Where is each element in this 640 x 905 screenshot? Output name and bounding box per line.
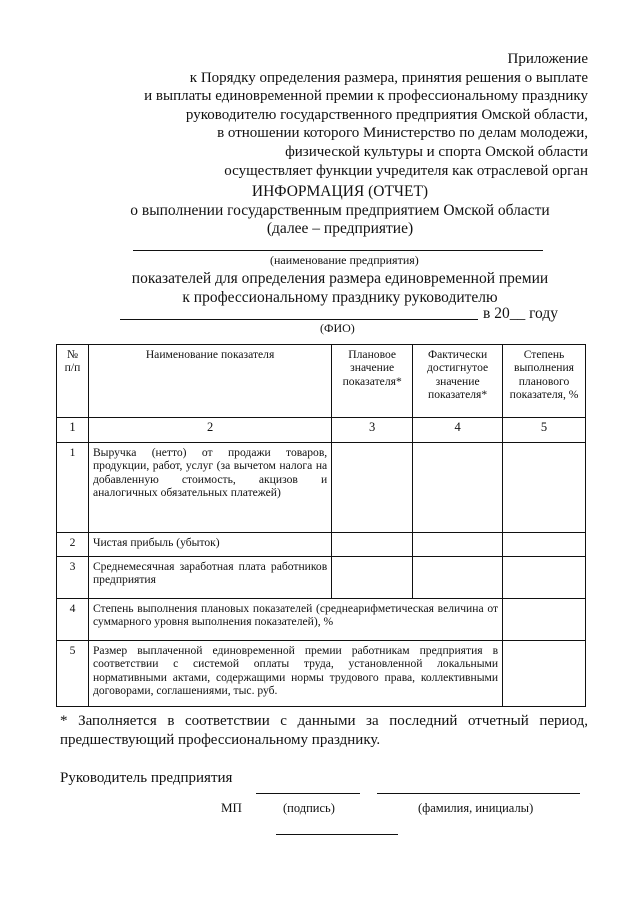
- table-row: [57, 641, 586, 707]
- col-header-num: № п/п: [57, 345, 89, 418]
- row-number: 5: [57, 641, 89, 707]
- index-cell: 1: [57, 418, 89, 443]
- title-note: (далее – предприятие): [266, 220, 414, 237]
- plan-value-cell[interactable]: [332, 533, 413, 557]
- index-cell: 2: [88, 418, 331, 443]
- row-number: 2: [57, 533, 89, 557]
- director-label: Руководитель предприятия: [60, 770, 233, 786]
- enterprise-name-caption: (наименование предприятия): [270, 253, 419, 267]
- signature-line[interactable]: [256, 793, 360, 794]
- director-fio-line[interactable]: [120, 319, 478, 320]
- row-number: 3: [57, 557, 89, 599]
- header-line: физической культуры и спорта Омской области: [285, 143, 588, 160]
- table-index-row: [57, 418, 586, 443]
- title-subtitle: о выполнении государственным предприятием Омской области: [130, 201, 550, 219]
- row-indicator-name: Степень выполнения плановых показателей (среднеарифметическая величина от суммарного уровня выполнения показателей), %: [88, 599, 502, 641]
- degree-value-cell[interactable]: [503, 533, 586, 557]
- report-year: в 20__ году: [483, 305, 558, 322]
- document-title: [0, 183, 640, 239]
- header-line: осуществляет функции учредителя как отраслевой орган: [224, 162, 588, 179]
- col-header-degree: Степень выполнения планового показателя, %: [503, 345, 586, 418]
- degree-value-cell[interactable]: [503, 557, 586, 599]
- fio-caption: (ФИО): [320, 321, 355, 335]
- footnote: * Заполняется в соответствии с данными за последний отчетный период, предшествующий профессиональному празднику.: [60, 713, 588, 748]
- row-indicator-name: Чистая прибыль (убыток): [88, 533, 331, 557]
- degree-value-cell[interactable]: [503, 641, 586, 707]
- col-header-actual: Фактически достигнутое значение показателя*: [413, 345, 503, 418]
- index-cell: 3: [332, 418, 413, 443]
- header-line: к Порядку определения размера, принятия решения о выплате: [189, 69, 588, 86]
- title-main: ИНФОРМАЦИЯ (ОТЧЕТ): [251, 183, 429, 200]
- appendix-header: [118, 50, 588, 180]
- row-number: 4: [57, 599, 89, 641]
- table-row: [57, 443, 586, 533]
- row-indicator-name: Выручка (нетто) от продажи товаров, продукции, работ, услуг (за вычетом налога на добавленную стоимость, акцизов и аналогичных обязательных платежей): [88, 443, 331, 533]
- row-indicator-name: Среднемесячная заработная плата работников предприятия: [88, 557, 331, 599]
- actual-value-cell[interactable]: [413, 557, 503, 599]
- header-line: Приложение: [507, 51, 588, 67]
- signature-caption: (подпись): [283, 801, 335, 815]
- header-line: руководителю государственного предприятия Омской области,: [185, 106, 588, 123]
- table-header-row: [57, 345, 586, 418]
- header-line: в отношении которого Министерство по делам молодежи,: [217, 125, 588, 142]
- table-row: [57, 599, 586, 641]
- row-number: 1: [57, 443, 89, 533]
- header-line: и выплаты единовременной премии к профессиональному празднику: [144, 88, 588, 105]
- name-initials-line[interactable]: [377, 793, 580, 794]
- degree-value-cell[interactable]: [503, 599, 586, 641]
- table-row: [57, 533, 586, 557]
- col-header-name: Наименование показателя: [88, 345, 331, 418]
- plan-value-cell[interactable]: [332, 443, 413, 533]
- table-row: [57, 557, 586, 599]
- date-line[interactable]: [276, 834, 398, 835]
- col-header-plan: Плановое значение показателя*: [332, 345, 413, 418]
- plan-value-cell[interactable]: [332, 557, 413, 599]
- indicators-table: [56, 344, 586, 707]
- name-initials-caption: (фамилия, инициалы): [418, 801, 534, 815]
- row-indicator-name: Размер выплаченной единовременной премии работникам предприятия в соответствии с системой оплаты труда, установленной локальными нормативными актами, содержащими нормы трудового права, коллективными договорами, соглашениями, тыс. руб.: [88, 641, 502, 707]
- index-cell: 5: [503, 418, 586, 443]
- actual-value-cell[interactable]: [413, 443, 503, 533]
- enterprise-name-line[interactable]: [133, 250, 543, 251]
- caption-line: показателей для определения размера единовременной премии: [131, 270, 549, 287]
- degree-value-cell[interactable]: [503, 443, 586, 533]
- caption-line: к профессиональному празднику руководителю: [182, 288, 498, 306]
- report-caption: [0, 270, 640, 307]
- actual-value-cell[interactable]: [413, 533, 503, 557]
- index-cell: 4: [413, 418, 503, 443]
- stamp-place-label: МП: [221, 800, 242, 815]
